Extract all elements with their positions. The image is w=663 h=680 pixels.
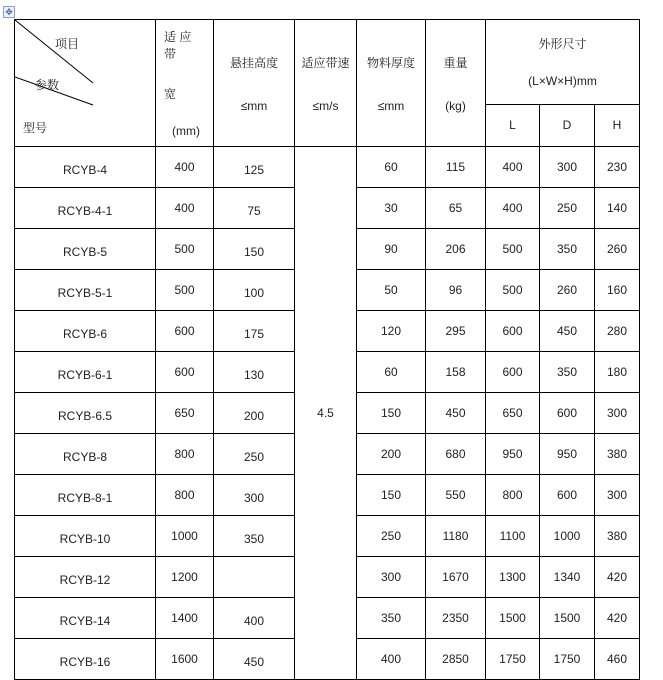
header-D: D (540, 104, 595, 146)
thickness-label: 物料厚度 (366, 55, 415, 70)
thickness-cell: 90 (357, 229, 426, 270)
thickness-cell: 120 (357, 311, 426, 352)
weight-cell: 2350 (426, 598, 486, 639)
model-cell: RCYB-6-1 (15, 352, 156, 393)
thickness-cell: 350 (357, 598, 426, 639)
thickness-cell: 50 (357, 270, 426, 311)
length-cell: 400 (486, 188, 540, 229)
dimensions-label: 外形尺寸 (538, 37, 587, 52)
hang-height-cell: 100 (214, 270, 295, 311)
belt-width-cell: 800 (156, 434, 214, 475)
belt-width-label: 适 应 带 (164, 30, 192, 61)
depth-cell: 450 (540, 311, 595, 352)
length-cell: 800 (486, 475, 540, 516)
hang-height-cell: 250 (214, 434, 295, 475)
hang-height-cell: 130 (214, 352, 295, 393)
header-material-thickness (357, 20, 426, 147)
length-cell: 1750 (486, 639, 540, 680)
length-cell: 1500 (486, 598, 540, 639)
belt-width-cell: 600 (156, 352, 214, 393)
belt-width-unit: (mm) (172, 124, 200, 138)
header-belt-speed (295, 20, 357, 147)
weight-cell: 550 (426, 475, 486, 516)
hang-height-cell (214, 557, 295, 598)
weight-cell: 1670 (426, 557, 486, 598)
height-cell: 420 (595, 598, 640, 639)
header-belt-width (156, 20, 214, 147)
depth-cell: 300 (540, 147, 595, 188)
model-cell: RCYB-8 (15, 434, 156, 475)
model-cell: RCYB-8-1 (15, 475, 156, 516)
model-cell: RCYB-16 (15, 639, 156, 680)
header-L: L (486, 104, 540, 146)
weight-cell: 96 (426, 270, 486, 311)
depth-cell: 1000 (540, 516, 595, 557)
hang-height-cell: 175 (214, 311, 295, 352)
hang-height-cell: 350 (214, 516, 295, 557)
belt-width-label-2: 宽 (164, 86, 177, 101)
thickness-cell: 30 (357, 188, 426, 229)
model-cell: RCYB-12 (15, 557, 156, 598)
weight-cell: 206 (426, 229, 486, 270)
hang-height-cell: 75 (214, 188, 295, 229)
depth-cell: 260 (540, 270, 595, 311)
length-cell: 950 (486, 434, 540, 475)
height-cell: 380 (595, 516, 640, 557)
height-cell: 420 (595, 557, 640, 598)
thickness-cell: 150 (357, 393, 426, 434)
thickness-cell: 60 (357, 352, 426, 393)
weight-unit: (kg) (445, 98, 466, 113)
length-cell: 600 (486, 311, 540, 352)
model-cell: RCYB-5-1 (15, 270, 156, 311)
height-cell: 230 (595, 147, 640, 188)
length-cell: 600 (486, 352, 540, 393)
belt-width-cell: 500 (156, 229, 214, 270)
header-dimensions (486, 20, 640, 105)
header-param: 参数 (35, 78, 60, 92)
height-cell: 460 (595, 639, 640, 680)
hang-height-cell: 450 (214, 639, 295, 680)
depth-cell: 600 (540, 393, 595, 434)
model-cell: RCYB-5 (15, 229, 156, 270)
thickness-cell: 300 (357, 557, 426, 598)
belt-width-cell: 1400 (156, 598, 214, 639)
length-cell: 1300 (486, 557, 540, 598)
depth-cell: 350 (540, 229, 595, 270)
thickness-cell: 150 (357, 475, 426, 516)
spec-table (14, 19, 640, 680)
hang-height-cell: 200 (214, 393, 295, 434)
weight-cell: 680 (426, 434, 486, 475)
header-model: 型号 (23, 121, 48, 135)
weight-cell: 295 (426, 311, 486, 352)
depth-cell: 950 (540, 434, 595, 475)
depth-cell: 1340 (540, 557, 595, 598)
corner-header (15, 20, 156, 147)
depth-cell: 350 (540, 352, 595, 393)
hang-height-label: 悬挂高度 (229, 55, 278, 70)
weight-cell: 2850 (426, 639, 486, 680)
hang-height-cell: 150 (214, 229, 295, 270)
depth-cell: 250 (540, 188, 595, 229)
thickness-cell: 60 (357, 147, 426, 188)
length-cell: 500 (486, 270, 540, 311)
belt-width-cell: 800 (156, 475, 214, 516)
belt-width-cell: 400 (156, 188, 214, 229)
depth-cell: 1500 (540, 598, 595, 639)
header-weight (426, 20, 486, 147)
header-H: H (595, 104, 640, 146)
belt-width-cell: 1600 (156, 639, 214, 680)
thickness-unit: ≤mm (377, 98, 405, 113)
height-cell: 180 (595, 352, 640, 393)
model-cell: RCYB-6.5 (15, 393, 156, 434)
model-cell: RCYB-6 (15, 311, 156, 352)
belt-speed-cell: 4.5 (295, 147, 357, 680)
table-body (15, 147, 640, 680)
model-cell: RCYB-4 (15, 147, 156, 188)
length-cell: 500 (486, 229, 540, 270)
dimensions-unit: (L×W×H)mm (528, 74, 597, 89)
hang-height-cell: 125 (214, 147, 295, 188)
height-cell: 140 (595, 188, 640, 229)
length-cell: 400 (486, 147, 540, 188)
height-cell: 380 (595, 434, 640, 475)
belt-width-cell: 600 (156, 311, 214, 352)
hang-height-cell: 300 (214, 475, 295, 516)
height-cell: 160 (595, 270, 640, 311)
length-cell: 650 (486, 393, 540, 434)
belt-width-cell: 1200 (156, 557, 214, 598)
hang-height-unit: ≤mm (240, 98, 268, 113)
weight-cell: 450 (426, 393, 486, 434)
belt-speed-label: 适应带速 (301, 55, 350, 70)
table-row (15, 147, 640, 188)
thickness-cell: 250 (357, 516, 426, 557)
belt-width-cell: 1000 (156, 516, 214, 557)
depth-cell: 600 (540, 475, 595, 516)
hang-height-cell: 400 (214, 598, 295, 639)
weight-cell: 65 (426, 188, 486, 229)
length-cell: 1100 (486, 516, 540, 557)
header-item: 项目 (55, 37, 80, 51)
model-cell: RCYB-10 (15, 516, 156, 557)
belt-speed-unit: ≤m/s (312, 98, 339, 113)
depth-cell: 1750 (540, 639, 595, 680)
belt-width-cell: 500 (156, 270, 214, 311)
height-cell: 280 (595, 311, 640, 352)
weight-cell: 1180 (426, 516, 486, 557)
belt-width-cell: 650 (156, 393, 214, 434)
model-cell: RCYB-4-1 (15, 188, 156, 229)
thickness-cell: 200 (357, 434, 426, 475)
height-cell: 260 (595, 229, 640, 270)
height-cell: 300 (595, 393, 640, 434)
model-cell: RCYB-14 (15, 598, 156, 639)
weight-cell: 158 (426, 352, 486, 393)
belt-width-cell: 400 (156, 147, 214, 188)
weight-label: 重量 (443, 55, 468, 70)
header-hang-height (214, 20, 295, 147)
height-cell: 300 (595, 475, 640, 516)
table-move-handle-icon[interactable]: ✥ (3, 6, 15, 18)
thickness-cell: 400 (357, 639, 426, 680)
weight-cell: 115 (426, 147, 486, 188)
